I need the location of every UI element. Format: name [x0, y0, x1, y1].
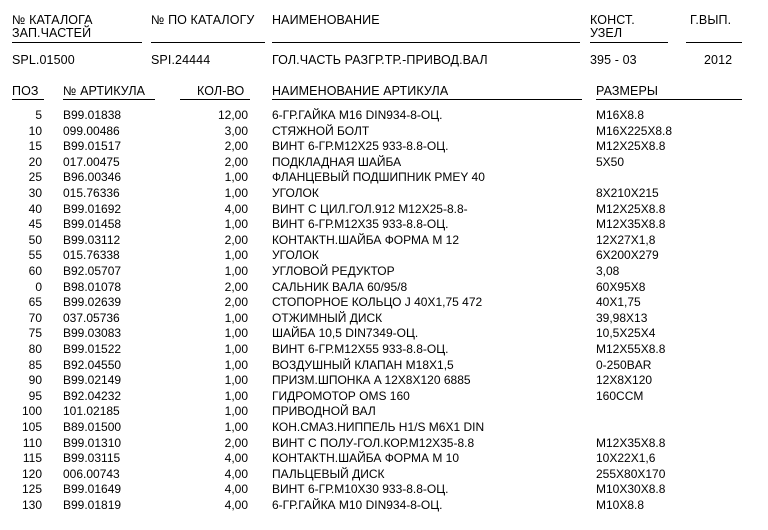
table-row: [0, 264, 768, 279]
row-quantity: 1,00: [224, 264, 248, 278]
col-qty-underline: [180, 99, 250, 100]
row-pos: 75: [28, 326, 42, 340]
row-article-name: САЛЬНИК ВАЛА 60/95/8: [272, 280, 408, 294]
row-pos: 25: [28, 170, 42, 184]
col-header-article: № АРТИКУЛА: [63, 84, 146, 98]
year-underline: [686, 42, 742, 43]
row-article-no: B89.01500: [63, 420, 122, 434]
table-row: [0, 139, 768, 154]
table-row: [0, 420, 768, 435]
row-pos: 60: [28, 264, 42, 278]
row-quantity: 3,00: [224, 124, 248, 138]
table-row: [0, 233, 768, 248]
row-article-no: B92.04232: [63, 389, 122, 403]
name-label: НАИМЕНОВАНИЕ: [272, 13, 380, 27]
row-article-name: ПРИЗМ.ШПОНКА A 12X8X120 6885: [272, 373, 471, 387]
row-quantity: 4,00: [224, 482, 248, 496]
row-sizes: M16X225X8.8: [596, 124, 673, 138]
table-row: [0, 280, 768, 295]
table-row: [0, 217, 768, 232]
row-pos: 40: [28, 202, 42, 216]
row-pos: 80: [28, 342, 42, 356]
row-article-name: УГЛОВОЙ РЕДУКТОР: [272, 264, 395, 278]
row-quantity: 1,00: [224, 358, 248, 372]
table-row: [0, 404, 768, 419]
row-quantity: 1,00: [224, 311, 248, 325]
row-article-name: ВИНТ 6-ГР.M12X35 933-8.8-ОЦ.: [272, 217, 449, 231]
row-article-name: ПАЛЬЦЕВЫЙ ДИСК: [272, 467, 385, 481]
row-article-no: B99.01838: [63, 108, 122, 122]
row-pos: 0: [35, 280, 42, 294]
row-article-name: УГОЛОК: [272, 186, 319, 200]
table-row: [0, 482, 768, 497]
catalog-no-2-label: № ПО КАТАЛОГУ: [151, 13, 255, 27]
row-pos: 10: [28, 124, 42, 138]
row-article-no: 017.00475: [63, 155, 120, 169]
table-row: [0, 373, 768, 388]
row-quantity: 4,00: [224, 451, 248, 465]
row-article-name: ПОДКЛАДНАЯ ШАЙБА: [272, 155, 402, 169]
row-sizes: 10X22X1,6: [596, 451, 656, 465]
row-quantity: 2,00: [224, 155, 248, 169]
row-quantity: 1,00: [224, 373, 248, 387]
row-article-no: B99.02149: [63, 373, 122, 387]
row-pos: 20: [28, 155, 42, 169]
row-article-no: B99.01310: [63, 436, 122, 450]
unit-value: 395 - 03: [590, 53, 637, 67]
col-header-qty: КОЛ-ВО: [197, 84, 245, 98]
year-value: 2012: [704, 53, 733, 67]
row-quantity: 4,00: [224, 498, 248, 512]
row-quantity: 12,00: [217, 108, 248, 122]
table-row: [0, 248, 768, 263]
row-sizes: 10,5X25X4: [596, 326, 656, 340]
row-pos: 5: [35, 108, 42, 122]
row-pos: 45: [28, 217, 42, 231]
catalog-no-value: SPL.01500: [12, 53, 75, 67]
row-sizes: M10X30X8.8: [596, 482, 666, 496]
row-quantity: 4,00: [224, 467, 248, 481]
table-row: [0, 358, 768, 373]
row-article-no: B92.04550: [63, 358, 122, 372]
table-row: [0, 186, 768, 201]
table-row: [0, 451, 768, 466]
row-quantity: 1,00: [224, 248, 248, 262]
row-article-name: ШАЙБА 10,5 DIN7349-ОЦ.: [272, 326, 419, 340]
row-article-name: ОТЖИМНЫЙ ДИСК: [272, 311, 383, 325]
row-pos: 30: [28, 186, 42, 200]
row-quantity: 1,00: [224, 170, 248, 184]
row-quantity: 1,00: [224, 404, 248, 418]
table-row: [0, 436, 768, 451]
row-sizes: 39,98X13: [596, 311, 648, 325]
row-sizes: 40X1,75: [596, 295, 641, 309]
row-article-name: ВИНТ 6-ГР.M12X55 933-8.8-ОЦ.: [272, 342, 449, 356]
row-article-name: ВИНТ 6-ГР.M10X30 933-8.8-ОЦ.: [272, 482, 449, 496]
table-row: [0, 108, 768, 123]
row-quantity: 1,00: [224, 217, 248, 231]
row-quantity: 4,00: [224, 202, 248, 216]
table-row: [0, 311, 768, 326]
row-article-no: B99.02639: [63, 295, 122, 309]
catalog-no-2-underline: [151, 42, 265, 43]
row-article-no: B99.03083: [63, 326, 122, 340]
row-article-no: B99.01517: [63, 139, 122, 153]
col-header-article-name: НАИМЕНОВАНИЕ АРТИКУЛА: [272, 84, 449, 98]
row-article-no: B92.05707: [63, 264, 122, 278]
row-article-name: КОНТАКТН.ШАЙБА ФОРМА M 10: [272, 451, 460, 465]
row-article-name: КОНТАКТН.ШАЙБА ФОРМА M 12: [272, 233, 460, 247]
row-article-no: 006.00743: [63, 467, 120, 481]
row-article-no: B99.03112: [63, 233, 121, 247]
row-sizes: 12X27X1,8: [596, 233, 656, 247]
row-article-no: B99.03115: [63, 451, 121, 465]
table-row: [0, 170, 768, 185]
unit-underline: [590, 42, 668, 43]
col-pos-underline: [12, 99, 44, 100]
row-quantity: 2,00: [224, 295, 248, 309]
row-sizes: M12X35X8.8: [596, 436, 666, 450]
row-article-name: ГИДРОМОТОР OMS 160: [272, 389, 410, 403]
row-pos: 115: [22, 451, 42, 465]
row-quantity: 2,00: [224, 139, 248, 153]
constr-label: КОНСТ.: [590, 13, 635, 27]
row-pos: 90: [28, 373, 42, 387]
row-article-name: СТЯЖНОЙ БОЛТ: [272, 124, 370, 138]
table-row: [0, 295, 768, 310]
row-quantity: 1,00: [224, 326, 248, 340]
name-underline: [272, 42, 580, 43]
row-pos: 55: [28, 248, 42, 262]
row-pos: 120: [21, 467, 42, 481]
row-article-name: ВИНТ 6-ГР.M12X25 933-8.8-ОЦ.: [272, 139, 449, 153]
col-article-underline: [63, 99, 155, 100]
row-sizes: M12X55X8.8: [596, 342, 666, 356]
row-article-no: B99.01458: [63, 217, 122, 231]
row-sizes: M12X25X8.8: [596, 202, 666, 216]
row-pos: 110: [22, 436, 42, 450]
row-article-no: 101.02185: [63, 404, 120, 418]
col-header-sizes: РАЗМЕРЫ: [596, 84, 659, 98]
row-sizes: 60X95X8: [596, 280, 646, 294]
row-sizes: 8X210X215: [596, 186, 659, 200]
row-pos: 50: [28, 233, 42, 247]
row-article-name: ВИНТ С ПОЛУ-ГОЛ.КОР.M12X35-8.8: [272, 436, 475, 450]
name-value: ГОЛ.ЧАСТЬ РАЗГР.ТР.-ПРИВОД.ВАЛ: [272, 53, 488, 67]
row-pos: 65: [28, 295, 42, 309]
row-sizes: 0-250BAR: [596, 358, 652, 372]
row-article-name: ФЛАНЦЕВЫЙ ПОДШИПНИК PMEY 40: [272, 170, 485, 184]
spare-parts-label: ЗАП.ЧАСТЕЙ: [12, 26, 92, 40]
row-article-no: 037.05736: [63, 311, 120, 325]
col-sizes-underline: [596, 99, 742, 100]
row-article-name: ВИНТ С ЦИЛ.ГОЛ.912 M12X25-8.8-: [272, 202, 468, 216]
table-row: [0, 498, 768, 513]
row-sizes: 12X8X120: [596, 373, 653, 387]
row-pos: 70: [28, 311, 42, 325]
table-row: [0, 389, 768, 404]
row-article-name: КОН.СМАЗ.НИППЕЛЬ H1/S M6X1 DIN: [272, 420, 485, 434]
row-article-no: 015.76336: [63, 186, 120, 200]
row-pos: 125: [21, 482, 42, 496]
row-sizes: M12X35X8.8: [596, 217, 666, 231]
row-sizes: M16X8.8: [596, 108, 645, 122]
row-article-no: B98.01078: [63, 280, 122, 294]
row-quantity: 1,00: [224, 186, 248, 200]
table-row: [0, 342, 768, 357]
row-pos: 130: [21, 498, 42, 512]
row-sizes: M10X8.8: [596, 498, 645, 512]
row-article-name: УГОЛОК: [272, 248, 319, 262]
table-row: [0, 467, 768, 482]
row-quantity: 1,00: [224, 389, 248, 403]
row-sizes: 160CCM: [596, 389, 644, 403]
table-row: [0, 202, 768, 217]
row-pos: 85: [28, 358, 42, 372]
year-label: Г.ВЫП.: [690, 13, 732, 27]
catalog-no-2-value: SPI.24444: [151, 53, 211, 67]
col-article-name-underline: [272, 99, 582, 100]
row-quantity: 1,00: [224, 420, 248, 434]
row-pos: 100: [21, 404, 42, 418]
row-pos: 95: [28, 389, 42, 403]
row-article-no: B99.01819: [63, 498, 122, 512]
row-article-name: ПРИВОДНОЙ ВАЛ: [272, 404, 376, 418]
row-article-no: B99.01692: [63, 202, 122, 216]
unit-label: УЗЕЛ: [590, 26, 623, 40]
row-article-no: B96.00346: [63, 170, 122, 184]
row-quantity: 2,00: [224, 436, 248, 450]
row-quantity: 2,00: [224, 233, 248, 247]
table-row: [0, 155, 768, 170]
table-row: [0, 124, 768, 139]
row-pos: 15: [28, 139, 42, 153]
row-quantity: 1,00: [224, 342, 248, 356]
row-sizes: 255X80X170: [596, 467, 666, 481]
row-article-no: 015.76338: [63, 248, 120, 262]
row-pos: 105: [21, 420, 42, 434]
row-sizes: 3,08: [596, 264, 620, 278]
catalog-no-underline: [12, 42, 142, 43]
row-article-name: ВОЗДУШНЫЙ КЛАПАН M18X1,5: [272, 358, 454, 372]
row-article-no: B99.01522: [63, 342, 122, 356]
row-article-name: СТОПОРНОЕ КОЛЬЦО J 40X1,75 472: [272, 295, 483, 309]
row-article-no: 099.00486: [63, 124, 120, 138]
catalog-no-label: № КАТАЛОГА: [12, 13, 93, 27]
row-sizes: M12X25X8.8: [596, 139, 666, 153]
row-article-name: 6-ГР.ГАЙКА M10 DIN934-8-ОЦ.: [272, 498, 443, 512]
table-row: [0, 326, 768, 341]
row-article-no: B99.01649: [63, 482, 122, 496]
row-article-name: 6-ГР.ГАЙКА M16 DIN934-8-ОЦ.: [272, 108, 443, 122]
row-quantity: 2,00: [224, 280, 248, 294]
row-sizes: 5X50: [596, 155, 625, 169]
row-sizes: 6X200X279: [596, 248, 659, 262]
col-header-pos: ПОЗ: [12, 84, 39, 98]
